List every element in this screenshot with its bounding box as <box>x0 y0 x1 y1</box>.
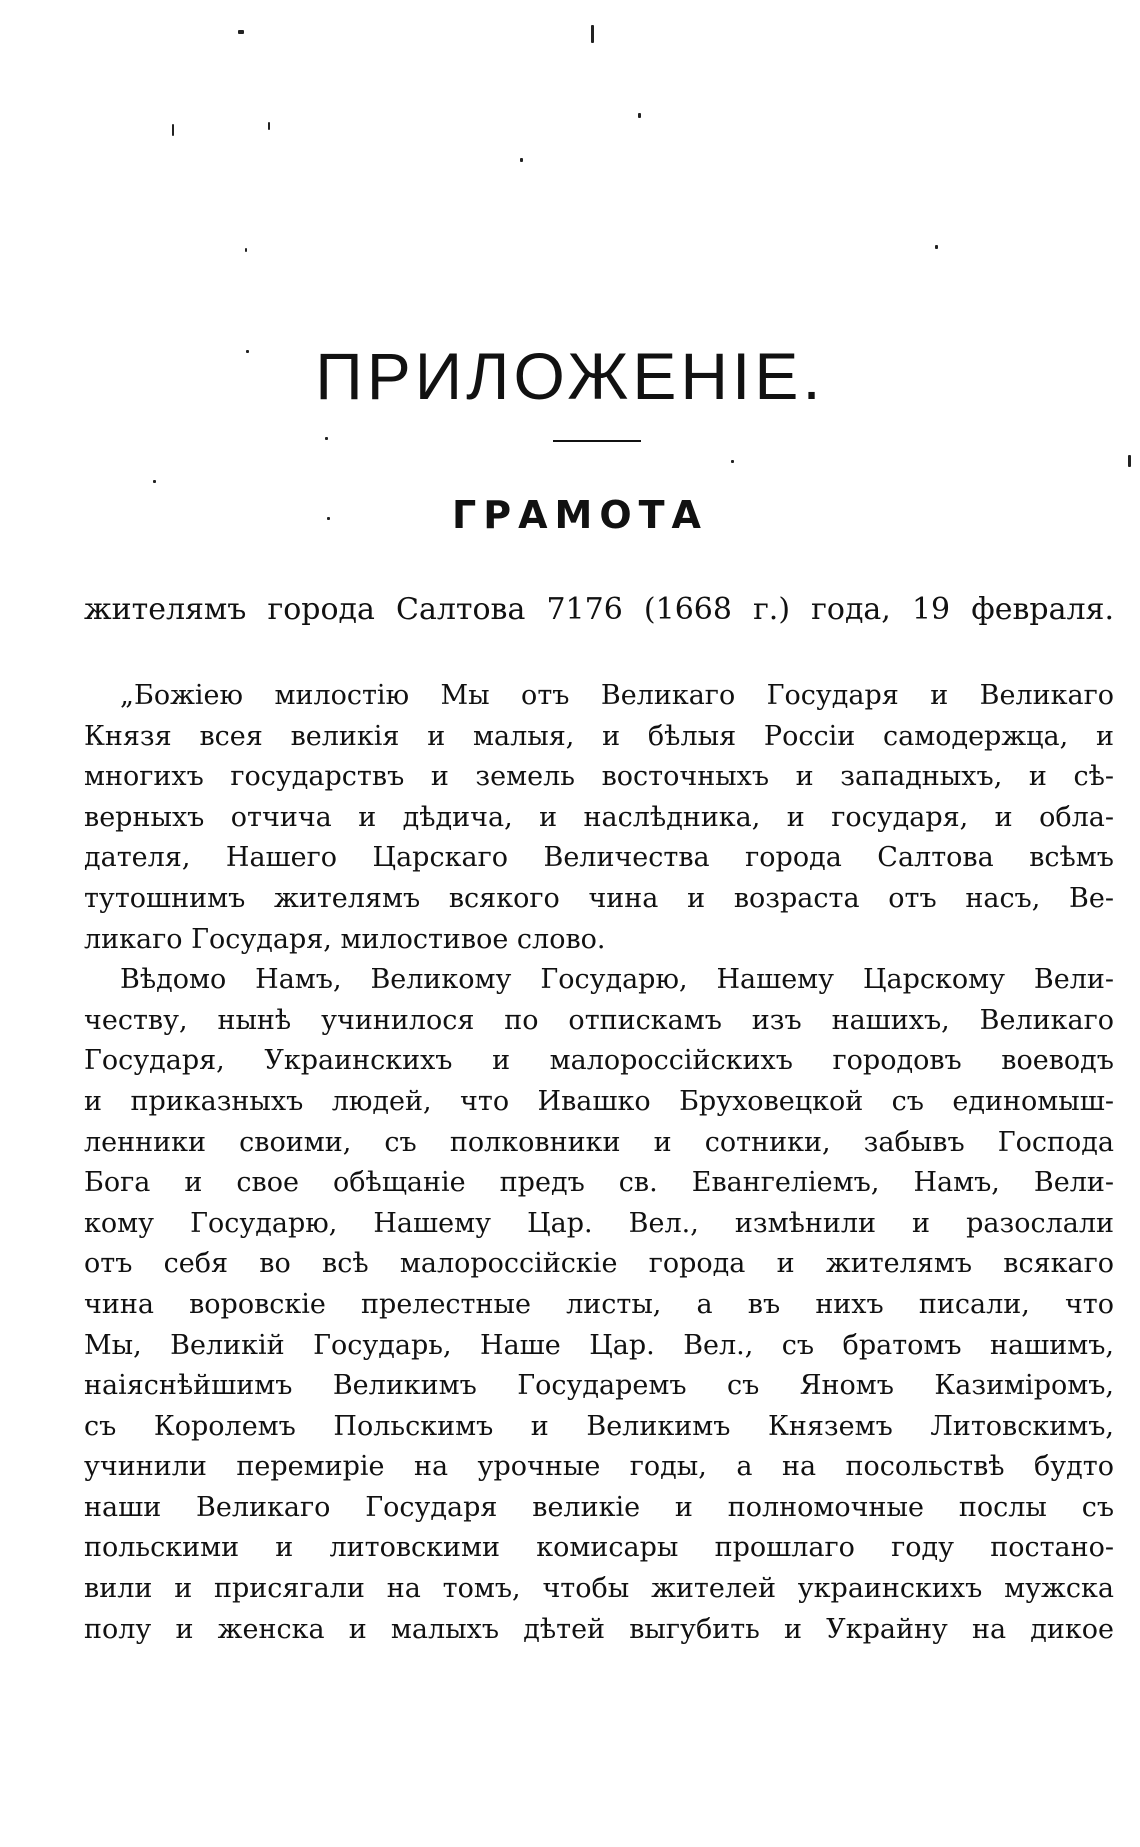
text-line: тутошнимъ жителямъ всякого чина и возраста отъ насъ, Ве- <box>84 882 1114 914</box>
scan-speck <box>153 480 156 483</box>
body-text <box>84 676 1114 1650</box>
text-line: отъ себя во всѣ малороссійскіе города и жителямъ всякаго <box>84 1248 1114 1280</box>
text-line: Мы, Великій Государь, Наше Цар. Вел., съ братомъ нашимъ, <box>84 1329 1114 1361</box>
text-line: учинили перемиріе на урочные годы, а на посольствѣ будто <box>84 1451 1114 1483</box>
text-line: дателя, Нашего Царскаго Величества города Салтова всѣмъ <box>84 842 1114 874</box>
text-line: ленники своими, съ полковники и сотники, забывъ Господа <box>84 1126 1114 1158</box>
text-line: многихъ государствъ и земель восточныхъ и западныхъ, и сѣ- <box>84 761 1114 793</box>
section-heading: ПРИЛОЖЕНІЕ. <box>315 339 825 413</box>
text-line: полу и женска и малыхъ дѣтей выгубить и Украйну на дикое <box>84 1613 1114 1645</box>
text-line: съ Королемъ Польскимъ и Великимъ Княземъ Литовскимъ, <box>84 1410 1114 1442</box>
document-subtitle: жителямъ города Салтова 7176 (1668 г.) года, 19 февраля. <box>84 592 1114 627</box>
text-line: Государя, Украинскихъ и малороссійскихъ городовъ воеводъ <box>84 1045 1114 1077</box>
document-title: ГРАМОТА <box>452 493 708 537</box>
scan-speck <box>245 248 247 252</box>
text-line: вили и присягали на томъ, чтобы жителей украинскихъ мужска <box>84 1573 1114 1605</box>
scan-speck <box>638 113 641 118</box>
scan-speck <box>325 437 328 440</box>
scan-speck <box>238 30 244 34</box>
scan-speck <box>591 25 594 43</box>
text-line: „Божіею милостію Мы отъ Великаго Государя и Великаго <box>120 680 1114 711</box>
text-line: чина воровскіе прелестные листы, а въ нихъ писали, что <box>84 1288 1114 1320</box>
scan-speck <box>520 158 523 162</box>
scan-speck <box>935 245 938 249</box>
text-line: польскими и литовскими комисары прошлаго году постано- <box>84 1532 1114 1564</box>
text-line: Вѣдомо Намъ, Великому Государю, Нашему Царскому Вели- <box>120 964 1114 996</box>
scan-speck <box>731 460 734 463</box>
text-line: кому Государю, Нашему Цар. Вел., измѣнили и разослали <box>84 1207 1114 1239</box>
scan-speck <box>172 124 174 136</box>
text-line: наіяснѣйшимъ Великимъ Государемъ съ Яномъ Казиміромъ, <box>84 1370 1114 1402</box>
scan-speck <box>1128 455 1131 467</box>
text-line: верныхъ отчича и дѣдича, и наслѣдника, и государя, и обла- <box>84 801 1114 833</box>
text-line: и приказныхъ людей, что Ивашко Бруховецкой съ единомыш- <box>84 1085 1114 1117</box>
text-line: Бога и свое обѣщаніе предъ св. Евангеліемъ, Намъ, Вели- <box>84 1167 1114 1199</box>
text-line: честву, нынѣ учинилося по отпискамъ изъ нашихъ, Великаго <box>84 1004 1114 1036</box>
text-line: Князя всея великія и малыя, и бѣлыя Россіи самодержца, и <box>84 720 1114 752</box>
heading-divider <box>553 440 641 442</box>
text-line: ликаго Государя, милостивое слово. <box>84 923 606 955</box>
text-line: наши Великаго Государя великіе и полномочные послы съ <box>84 1491 1114 1523</box>
scan-speck <box>268 122 270 130</box>
